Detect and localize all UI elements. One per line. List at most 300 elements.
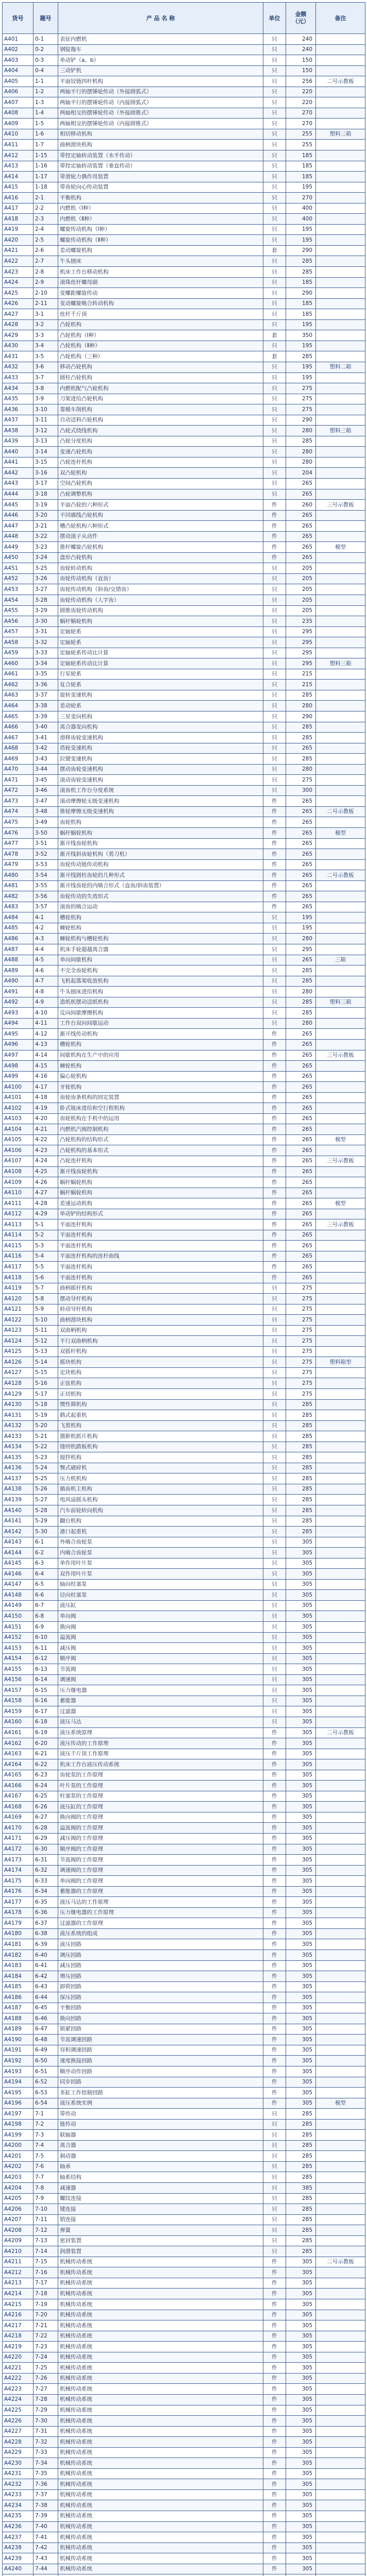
cell-price: 275 — [286, 1389, 316, 1400]
cell-unit: 只 — [263, 2225, 286, 2236]
cell-num: 7-24 — [34, 2352, 58, 2363]
cell-code: A4162 — [3, 1738, 34, 1749]
table-row — [3, 150, 365, 161]
cell-name: 机械传动系统 — [58, 2500, 263, 2511]
table-row — [3, 224, 365, 235]
cell-price: 305 — [286, 2045, 316, 2056]
table-row — [3, 1865, 365, 1876]
table-row — [3, 775, 365, 786]
cell-unit: 只 — [263, 1452, 286, 1463]
cell-code: A4215 — [3, 2299, 34, 2310]
cell-num: 3-15 — [34, 457, 58, 468]
cell-price: 275 — [286, 1367, 316, 1378]
cell-num: 6-14 — [34, 1674, 58, 1685]
cell-note: 塑料三箱 — [316, 997, 365, 1008]
cell-note: 塑料三箱 — [316, 658, 365, 669]
cell-num: 3-54 — [34, 870, 58, 881]
cell-price: 305 — [286, 1674, 316, 1685]
cell-code: A4213 — [3, 2278, 34, 2289]
cell-name: 机械传动系统 — [58, 2257, 263, 2267]
table-row — [3, 267, 365, 278]
cell-name: 机械传动系统 — [58, 2299, 263, 2310]
cell-code: A442 — [3, 468, 34, 479]
cell-note — [316, 648, 365, 658]
cell-code: A4192 — [3, 2056, 34, 2066]
cell-price: 195 — [286, 923, 316, 934]
cell-price: 265 — [286, 1092, 316, 1103]
cell-note — [316, 2278, 365, 2289]
cell-unit: 件 — [263, 2299, 286, 2310]
cell-price: 265 — [286, 1188, 316, 1198]
cell-price: 305 — [286, 1865, 316, 1876]
cell-name: 机械传动系统 — [58, 2447, 263, 2458]
table-row — [3, 235, 365, 246]
table-row — [3, 1717, 365, 1727]
cell-code: A4196 — [3, 2098, 34, 2109]
cell-price: 305 — [286, 1802, 316, 1812]
cell-note — [316, 1527, 365, 1537]
cell-price: 305 — [286, 1886, 316, 1897]
cell-price: 305 — [286, 2384, 316, 2395]
cell-code: A414 — [3, 172, 34, 182]
cell-name: 两轴相交的摆锤轮传动（内接圆锥式） — [58, 118, 263, 129]
cell-name: 机械传动系统 — [58, 2437, 263, 2448]
cell-unit: 只 — [263, 1294, 286, 1304]
table-row — [3, 542, 365, 553]
cell-unit: 件 — [263, 1082, 286, 1093]
table-row — [3, 1092, 365, 1103]
cell-unit: 只 — [263, 1463, 286, 1473]
cell-num: 6-54 — [34, 2098, 58, 2109]
cell-note — [316, 1484, 365, 1495]
cell-price: 215 — [286, 680, 316, 690]
table-row — [3, 1886, 365, 1897]
cell-price: 305 — [286, 1950, 316, 1960]
cell-num: 5-9 — [34, 1304, 58, 1315]
cell-name: 平面连杆机构 — [58, 1241, 263, 1251]
cell-num: 5-25 — [34, 1473, 58, 1484]
cell-note — [316, 1886, 365, 1897]
cell-num: 7-23 — [34, 2342, 58, 2352]
cell-num: 7-11 — [34, 2214, 58, 2225]
cell-note — [316, 1188, 365, 1198]
cell-num: 4-3 — [34, 934, 58, 944]
cell-num: 7-31 — [34, 2426, 58, 2437]
cell-note — [316, 1918, 365, 1929]
cell-unit: 件 — [263, 1981, 286, 1992]
cell-price: 285 — [286, 1008, 316, 1019]
cell-name: 间歇机构在生产中的应用 — [58, 1050, 263, 1061]
cell-price: 290 — [286, 288, 316, 299]
table-row — [3, 2553, 365, 2564]
cell-num: 3-6 — [34, 362, 58, 372]
cell-code: A4175 — [3, 1876, 34, 1887]
cell-name: 液压缸的工作原理 — [58, 1802, 263, 1812]
cell-num: 1-6 — [34, 129, 58, 140]
cell-code: A409 — [3, 118, 34, 129]
table-row — [3, 468, 365, 479]
cell-code: A4109 — [3, 1177, 34, 1188]
cell-name: 机械传动系统 — [58, 2489, 263, 2500]
cell-name: 带齿轮向心传动装置 — [58, 182, 263, 193]
cell-num: 2-8 — [34, 267, 58, 278]
cell-note — [316, 616, 365, 627]
cell-code: A4158 — [3, 1696, 34, 1706]
cell-note — [316, 754, 365, 765]
cell-price: 305 — [286, 1600, 316, 1611]
cell-unit: 件 — [263, 2289, 286, 2299]
cell-num: 0-3 — [34, 55, 58, 66]
cell-unit: 件 — [263, 2257, 286, 2267]
cell-code: A4151 — [3, 1622, 34, 1633]
cell-num: 4-14 — [34, 1050, 58, 1061]
cell-num: 6-25 — [34, 1791, 58, 1802]
table-row — [3, 1442, 365, 1452]
cell-note — [316, 1897, 365, 1908]
cell-unit: 只 — [263, 701, 286, 711]
cell-note — [316, 1262, 365, 1273]
cell-unit: 件 — [263, 1928, 286, 1939]
cell-note — [316, 733, 365, 743]
cell-num: 6-40 — [34, 1950, 58, 1960]
cell-note — [316, 1548, 365, 1558]
cell-num: 1-2 — [34, 87, 58, 97]
cell-code: A402 — [3, 44, 34, 55]
cell-code: A483 — [3, 902, 34, 912]
table-row — [3, 1664, 365, 1675]
cell-price: 275 — [286, 1357, 316, 1368]
cell-price: 285 — [286, 1420, 316, 1431]
cell-code: A455 — [3, 605, 34, 616]
cell-unit: 件 — [263, 2521, 286, 2532]
cell-note — [316, 2151, 365, 2162]
cell-price: 205 — [286, 563, 316, 574]
cell-name: 惯性筛机构 — [58, 1399, 263, 1410]
cell-unit: 只 — [263, 235, 286, 246]
cell-note — [316, 1674, 365, 1685]
cell-code: A4184 — [3, 1971, 34, 1982]
cell-note — [316, 2013, 365, 2024]
cell-unit: 只 — [263, 97, 286, 108]
cell-note — [316, 404, 365, 415]
cell-price: 295 — [286, 944, 316, 955]
cell-code: A443 — [3, 478, 34, 489]
cell-num: 4-17 — [34, 1082, 58, 1093]
cell-price: 305 — [286, 2289, 316, 2299]
cell-code: A420 — [3, 235, 34, 246]
cell-num: 5-30 — [34, 1527, 58, 1537]
cell-name: 调速阀 — [58, 1674, 263, 1685]
cell-unit: 只 — [263, 648, 286, 658]
cell-num: 3-44 — [34, 764, 58, 775]
cell-code: A4106 — [3, 1145, 34, 1156]
cell-num: 2-4 — [34, 224, 58, 235]
cell-unit: 件 — [263, 1029, 286, 1040]
cell-price: 305 — [286, 1622, 316, 1633]
table-row — [3, 330, 365, 341]
cell-num: 6-19 — [34, 1727, 58, 1738]
cell-code: A4232 — [3, 2479, 34, 2490]
cell-unit: 只 — [263, 1378, 286, 1389]
cell-unit: 件 — [263, 2331, 286, 2342]
cell-note — [316, 383, 365, 394]
table-row — [3, 2426, 365, 2437]
cell-note — [316, 1463, 365, 1473]
cell-price: 305 — [286, 1569, 316, 1580]
table-row — [3, 2543, 365, 2553]
cell-num: 7-35 — [34, 2468, 58, 2479]
cell-num: 4-15 — [34, 1061, 58, 1072]
cell-name: 齿轮传动机构（斜齿/交错齿） — [58, 584, 263, 595]
cell-num: 7-2 — [34, 2119, 58, 2130]
cell-note — [316, 1389, 365, 1400]
cell-unit: 只 — [263, 1548, 286, 1558]
cell-num: 7-15 — [34, 2257, 58, 2267]
cell-note — [316, 1579, 365, 1590]
cell-unit: 只 — [263, 2246, 286, 2257]
table-row — [3, 552, 365, 563]
cell-code: A470 — [3, 764, 34, 775]
cell-name: 顺序阀的工作原理 — [58, 1844, 263, 1855]
table-row — [3, 394, 365, 404]
cell-note — [316, 2310, 365, 2320]
cell-num: 4-9 — [34, 997, 58, 1008]
cell-name: 顺序阀 — [58, 1653, 263, 1664]
cell-name: 差速运动机构 — [58, 1198, 263, 1209]
cell-price: 195 — [286, 235, 316, 246]
cell-note — [316, 172, 365, 182]
table-row — [3, 1738, 365, 1749]
cell-name: 保压回路 — [58, 1992, 263, 2003]
cell-name: 压力继电器的工作原理 — [58, 1907, 263, 1918]
table-row — [3, 584, 365, 595]
cell-unit: 只 — [263, 288, 286, 299]
table-row — [3, 1473, 365, 1484]
cell-code: A4187 — [3, 2003, 34, 2013]
cell-note — [316, 182, 365, 193]
cell-note — [316, 2172, 365, 2183]
cell-price: 265 — [286, 859, 316, 870]
table-row — [3, 1643, 365, 1654]
cell-code: A4114 — [3, 1230, 34, 1241]
cell-name: 外啮合齿轮泵 — [58, 1537, 263, 1548]
cell-unit: 只 — [263, 1484, 286, 1495]
table-row — [3, 531, 365, 542]
cell-unit: 件 — [263, 2373, 286, 2384]
cell-code: A492 — [3, 997, 34, 1008]
table-row — [3, 2088, 365, 2098]
cell-num: 5-15 — [34, 1367, 58, 1378]
table-row — [3, 934, 365, 944]
cell-unit: 件 — [263, 1886, 286, 1897]
cell-code: A4188 — [3, 2013, 34, 2024]
cell-price: 205 — [286, 584, 316, 595]
table-row — [3, 161, 365, 172]
cell-num: 5-29 — [34, 1516, 58, 1527]
cell-num: 6-22 — [34, 1759, 58, 1770]
cell-num: 3-29 — [34, 605, 58, 616]
cell-code: A464 — [3, 701, 34, 711]
cell-code: A460 — [3, 658, 34, 669]
cell-price: 305 — [286, 2331, 316, 2342]
cell-unit: 只 — [263, 573, 286, 584]
cell-num: 4-4 — [34, 944, 58, 955]
cell-num: 7-43 — [34, 2553, 58, 2564]
table-row — [3, 2521, 365, 2532]
cell-name: 滑移齿轮变速机构 — [58, 733, 263, 743]
table-row — [3, 2077, 365, 2088]
cell-name: 螺旋传动机构（Ⅱ种） — [58, 235, 263, 246]
cell-code: A4226 — [3, 2416, 34, 2427]
cell-price: 305 — [286, 1727, 316, 1738]
cell-num: 7-40 — [34, 2521, 58, 2532]
table-row — [3, 1251, 365, 1262]
cell-num: 3-22 — [34, 531, 58, 542]
cell-note — [316, 2246, 365, 2257]
cell-num: 6-38 — [34, 1928, 58, 1939]
cell-price: 265 — [286, 817, 316, 828]
cell-code: A4102 — [3, 1103, 34, 1114]
cell-price: 275 — [286, 1294, 316, 1304]
cell-unit: 件 — [263, 2437, 286, 2448]
table-row — [3, 1272, 365, 1283]
cell-note — [316, 214, 365, 225]
cell-unit: 套 — [263, 330, 286, 341]
cell-unit: 件 — [263, 2500, 286, 2511]
table-row — [3, 1071, 365, 1082]
cell-note — [316, 796, 365, 807]
cell-name: 机械传动系统 — [58, 2532, 263, 2543]
cell-price: 265 — [286, 531, 316, 542]
cell-unit: 只 — [263, 1420, 286, 1431]
cell-name: 机械传动系统 — [58, 2310, 263, 2320]
cell-unit: 件 — [263, 510, 286, 521]
cell-note — [316, 108, 365, 118]
cell-note — [316, 2363, 365, 2374]
cell-code: A485 — [3, 923, 34, 934]
cell-name: 径向柱塞泵 — [58, 1590, 263, 1601]
cell-num: 4-21 — [34, 1124, 58, 1135]
cell-unit: 只 — [263, 584, 286, 595]
cell-unit: 件 — [263, 2342, 286, 2352]
cell-name: 偏心轮机构 — [58, 1071, 263, 1082]
cell-note — [316, 1505, 365, 1516]
cell-unit: 只 — [263, 680, 286, 690]
cell-num: 2-2 — [34, 203, 58, 214]
table-row — [3, 955, 365, 965]
cell-num: 3-32 — [34, 637, 58, 648]
table-row — [3, 2468, 365, 2479]
cell-price: 305 — [286, 2447, 316, 2458]
cell-num: 7-29 — [34, 2405, 58, 2416]
cell-price: 305 — [286, 2352, 316, 2363]
cell-name: 卸荷回路 — [58, 1981, 263, 1992]
cell-unit: 件 — [263, 1188, 286, 1198]
table-row — [3, 1907, 365, 1918]
cell-name: 变速凸轮机构 — [58, 447, 263, 457]
cell-price: 235 — [286, 616, 316, 627]
cell-num: 7-19 — [34, 2299, 58, 2310]
cell-name: 丝杆千斤顶 — [58, 309, 263, 320]
cell-unit: 件 — [263, 1230, 286, 1241]
cell-name: 内燃机（Ⅱ种） — [58, 214, 263, 225]
cell-unit: 件 — [263, 2447, 286, 2458]
table-row — [3, 2151, 365, 2162]
cell-code: A4235 — [3, 2511, 34, 2521]
cell-note — [316, 1039, 365, 1050]
cell-code: A481 — [3, 880, 34, 891]
cell-name: 蜗杆蜗轮机构 — [58, 1188, 263, 1198]
table-row — [3, 277, 365, 288]
cell-code: A4197 — [3, 2109, 34, 2120]
cell-note — [316, 934, 365, 944]
cell-num: 4-5 — [34, 955, 58, 965]
cell-code: A4131 — [3, 1410, 34, 1421]
cell-unit: 只 — [263, 1558, 286, 1569]
cell-name: 转动导杆机构 — [58, 1304, 263, 1315]
cell-note: 三号示教板 — [316, 500, 365, 511]
cell-num: 5-27 — [34, 1495, 58, 1505]
table-row — [3, 404, 365, 415]
cell-name: 机械传动系统 — [58, 2416, 263, 2427]
cell-unit: 件 — [263, 2267, 286, 2278]
cell-unit: 只 — [263, 754, 286, 765]
cell-name: 螺旋传动机构（Ⅰ种） — [58, 224, 263, 235]
cell-num: 4-23 — [34, 1145, 58, 1156]
cell-num: 1-4 — [34, 108, 58, 118]
cell-name: 凸轮分度机构 — [58, 436, 263, 447]
cell-name: 曲柄滑块机构 — [58, 140, 263, 150]
cell-name: 轴向柱塞泵 — [58, 1579, 263, 1590]
cell-code: A4233 — [3, 2489, 34, 2500]
table-row — [3, 1770, 365, 1781]
table-row — [3, 1241, 365, 1251]
cell-price: 305 — [286, 1855, 316, 1866]
cell-code: A444 — [3, 489, 34, 500]
cell-name: 摄影机抓片机构 — [58, 1431, 263, 1442]
cell-unit: 件 — [263, 828, 286, 839]
table-row — [3, 1537, 365, 1548]
table-row — [3, 1389, 365, 1400]
cell-price: 305 — [286, 2320, 316, 2331]
cell-num: 1-1 — [34, 76, 58, 87]
table-row — [3, 912, 365, 923]
cell-num: 4-22 — [34, 1134, 58, 1145]
cell-unit: 件 — [263, 2458, 286, 2469]
cell-code: A4154 — [3, 1653, 34, 1664]
cell-note — [316, 1325, 365, 1336]
table-row — [3, 690, 365, 701]
cell-price: 275 — [286, 1346, 316, 1357]
cell-price: 285 — [286, 1410, 316, 1421]
cell-price: 305 — [286, 2299, 316, 2310]
cell-name: 复合轮系 — [58, 680, 263, 690]
cell-name: 搅拌机构 — [58, 1452, 263, 1463]
cell-unit: 件 — [263, 1992, 286, 2003]
cell-note — [316, 2458, 365, 2469]
cell-price: 290 — [286, 711, 316, 722]
cell-name: 定轴轮系传动比计算 — [58, 658, 263, 669]
table-row — [3, 1749, 365, 1759]
table-row — [3, 2416, 365, 2427]
table-row — [3, 1431, 365, 1442]
cell-num: 3-27 — [34, 584, 58, 595]
cell-price: 305 — [286, 2088, 316, 2098]
cell-note — [316, 785, 365, 796]
table-row — [3, 2109, 365, 2120]
cell-num: 4-19 — [34, 1103, 58, 1114]
cell-name: 机械传动系统 — [58, 2384, 263, 2395]
